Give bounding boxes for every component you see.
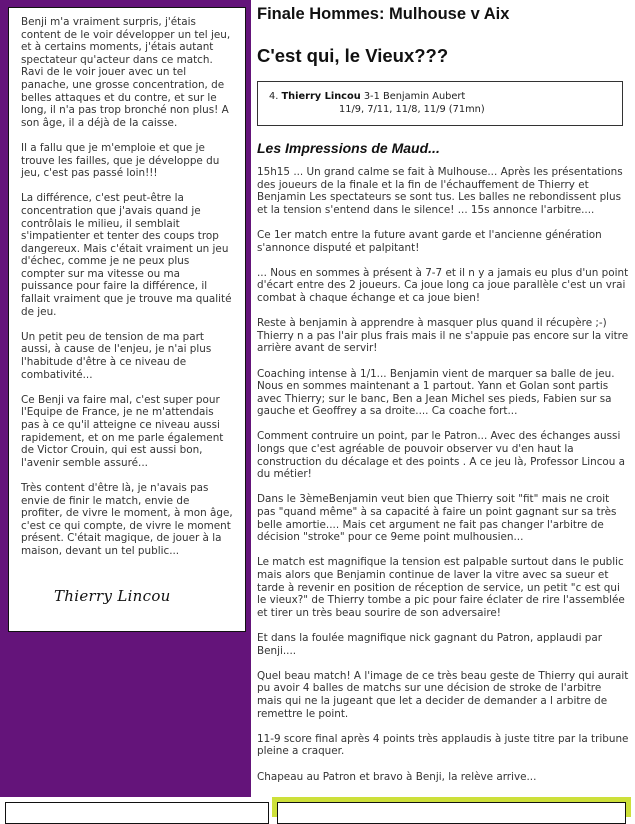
quote-paragraph: Un petit peu de tension de ma part aussi, à cause de l'enjeu, je n'ai plus l'habitude d'être à ce niveau de combativité... [21, 330, 212, 381]
quote-paragraph: La différence, c'est peut-être la concentration que j'avais quand je contrôlais le milieu, il semblait s'impatienter et tenter des coups trop dangereux. Mais c'était vraiment un jeu d'échec, comme je ne peux plus compter sur ma vitesse ou ma puissance pour faire la différence, il fallait vraiment que je trouve ma qualité de jeu. [21, 192, 232, 318]
next-section-box-right [272, 797, 631, 817]
article-paragraph: 15h15 ... Un grand calme se fait à Mulhouse... Après les présentations des joueurs de la finale et la fin de l'échauffement de Thierry et Benjamin Les spectateurs se sont tus. Les balles ne rebondissent plus et la tension s'entend dans le silence! ... 15s annonce l'arbitre.... [257, 166, 623, 216]
next-section-box-left [5, 802, 269, 824]
result-game-scores: 11/9, 7/11, 11/8, 11/9 (71mn) [339, 103, 485, 115]
article-body [257, 166, 629, 783]
quote-paragraph: Ce Benji va faire mal, c'est super pour l'Equipe de France, je ne m'attendais pas à ce qu'il atteigne ce niveau aussi rapidement, et on me parle également de Victor Crouin, qui est aussi bon, l'avenir semble assuré... [21, 393, 224, 469]
match-result-box [257, 81, 623, 126]
article-paragraph: Reste à benjamin à apprendre à masquer plus quand il récupère ;-) Thierry n a pas l'air plus frais mais il ne s'appuie pas encore sur la vitre arrière avant de servir! [257, 317, 629, 355]
article-paragraph: Ce 1er match entre la future avant garde et l'ancienne génération s'annonce disputé et palpitant! [257, 228, 602, 254]
main-article [257, 0, 629, 796]
article-paragraph: Et dans la foulée magnifique nick gagnant du Patron, applaudi par Benji.... [257, 631, 603, 657]
result-winner: Thierry Lincou [281, 91, 361, 102]
article-paragraph: ... Nous en sommes à présent à 7-7 et il n y a jamais eu plus d'un point d'écart entre des 2 joueurs. Ca joue long ca joue parallèle c'est un vrai combat à chaque échange et ca joue bien! [257, 266, 629, 304]
article-paragraph: Comment contruire un point, par le Patron... Avec des échanges aussi longs que c'est agréable de pouvoir observer vu d'en haut la construction du décalage et des points . A ce jeu là, Professor Lincou a du métier! [257, 430, 626, 481]
article-paragraph: Chapeau au Patron et bravo à Benji, la relève arrive... [257, 770, 537, 783]
article-paragraph: 11-9 score final après 4 points très applaudis à juste titre par la tribune pleine a craquer. [257, 732, 629, 758]
result-loser: Benjamin Aubert [382, 91, 466, 102]
page-title: Finale Hommes: Mulhouse v Aix [257, 5, 510, 23]
article-paragraph: Coaching intense à 1/1... Benjamin vient de marquer sa balle de jeu. Nous en sommes maintenant a 1 partout. Yann et Golan sont partis avec Thierry; sur le banc, Ben a Jean Michel ses pieds, Fabien sur sa gauche et Geoffrey a sa droite.... Ca coache fort... [257, 367, 615, 418]
article-paragraph: Dans le 3èmeBenjamin veut bien que Thierry soit "fit" mais ne croit pas "quand même" à sa capacité à faire un point gagnant sur sa très belle amortie.... Mais cet argument ne fait pas changer l'arbitre de décision "stroke" pour ce 9eme point mulhousien... [257, 493, 617, 544]
signature: Thierry Lincou [54, 587, 171, 605]
result-number: 4. [269, 91, 279, 102]
article-paragraph: Quel beau match! A l'image de ce très beau geste de Thierry qui aurait pu avoir 4 balles de matchs sur une décision de stroke de l'arbitre mais qui ne la jugeant que let a decider de demander a l arbitre de remettre le point. [257, 669, 629, 720]
article-paragraph: Le match est magnifique la tension est palpable surtout dans le public mais alors que Benjamin continue de laver la vitre avec sa sueur et tarde à revenir en position de réception de service, un petit "c est qui le vieux?" de Thierry tombe a pic pour faire éclater de rire l'assemblée et tirer un très beau sourire de son adversaire! [257, 556, 625, 619]
section-title: Les Impressions de Maud... [257, 140, 440, 156]
quote-paragraph: Benji m'a vraiment surpris, j'étais content de le voir développer un tel jeu, et à certains moments, j'étais autant spectateur qu'acteur dans ce match. Ravi de le voir jouer avec un tel panache, une grosse concentration, de belles attaques et du contre, et sur le long, il n'a pas trop bronché non plus! A son âge, il a déjà de la caisse. [21, 16, 231, 129]
next-section-box-right-inner [277, 802, 626, 824]
quote-paragraph: Très content d'être là, je n'avais pas envie de finir le match, envie de profiter, de vivre le moment, à mon âge, c'est ce qui compte, de vivre le moment présent. C'était magique, de jouer à la maison, devant un tel public... [21, 481, 233, 557]
result-score: 3-1 [363, 91, 380, 102]
player-quote-box [8, 7, 246, 632]
quote-paragraph: Il a fallu que je m'emploie et que je trouve les failles, que je développe du jeu, c'est pas passé loin!!! [21, 141, 220, 180]
article-headline: C'est qui, le Vieux??? [257, 45, 449, 66]
purple-sidebar-column [0, 0, 251, 797]
